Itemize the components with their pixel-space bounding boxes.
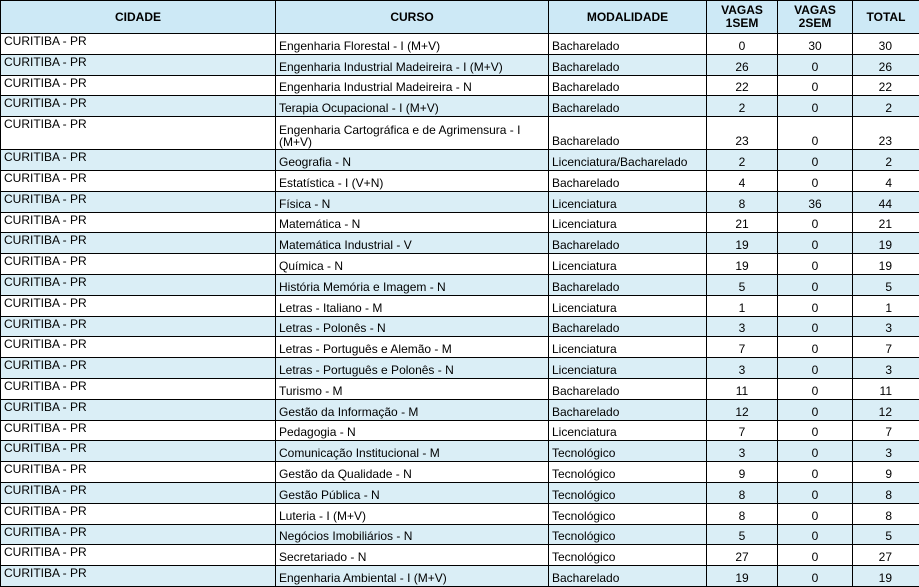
vagas-1sem-cell: 26 bbox=[707, 54, 778, 75]
modalidade-cell: Tecnológico bbox=[549, 524, 707, 545]
modalidade-cell: Bacharelado bbox=[549, 34, 707, 55]
table-row bbox=[1, 75, 919, 96]
total-cell: 23 bbox=[853, 117, 919, 150]
total-cell: 7 bbox=[853, 420, 919, 441]
vagas-2sem-cell: 0 bbox=[778, 295, 853, 316]
total-cell: 3 bbox=[853, 358, 919, 379]
vagas-1sem-cell: 19 bbox=[707, 233, 778, 254]
total-cell: 19 bbox=[853, 233, 919, 254]
table-row bbox=[1, 524, 919, 545]
table-row bbox=[1, 399, 919, 420]
vagas-2sem-cell: 0 bbox=[778, 150, 853, 171]
vagas-1sem-cell: 23 bbox=[707, 117, 778, 150]
header-vagas-1sem-line2: 1SEM bbox=[709, 17, 775, 30]
vagas-2sem-cell: 0 bbox=[778, 274, 853, 295]
vagas-1sem-cell: 9 bbox=[707, 462, 778, 483]
vagas-1sem-cell: 12 bbox=[707, 399, 778, 420]
header-total: TOTAL bbox=[853, 1, 919, 34]
table-row bbox=[1, 358, 919, 379]
vagas-2sem-cell: 0 bbox=[778, 337, 853, 358]
modalidade-cell: Bacharelado bbox=[549, 233, 707, 254]
modalidade-cell: Bacharelado bbox=[549, 274, 707, 295]
total-cell: 5 bbox=[853, 274, 919, 295]
table-row bbox=[1, 295, 919, 316]
header-modalidade: MODALIDADE bbox=[549, 1, 707, 34]
curso-cell: História Memória e Imagem - N bbox=[276, 274, 549, 295]
vagas-2sem-cell: 0 bbox=[778, 441, 853, 462]
vagas-2sem-cell: 0 bbox=[778, 462, 853, 483]
total-cell: 44 bbox=[853, 191, 919, 212]
vagas-2sem-cell: 0 bbox=[778, 503, 853, 524]
cidade-cell: CURITIBA - PR bbox=[1, 378, 276, 399]
curso-cell: Negócios Imobiliários - N bbox=[276, 524, 549, 545]
vagas-1sem-cell: 7 bbox=[707, 337, 778, 358]
curso-cell: Engenharia Industrial Madeireira - N bbox=[276, 75, 549, 96]
table-row bbox=[1, 233, 919, 254]
modalidade-cell: Bacharelado bbox=[549, 75, 707, 96]
total-cell: 5 bbox=[853, 524, 919, 545]
table-row bbox=[1, 482, 919, 503]
vagas-2sem-cell: 0 bbox=[778, 212, 853, 233]
modalidade-cell: Bacharelado bbox=[549, 117, 707, 150]
vagas-2sem-cell: 0 bbox=[778, 54, 853, 75]
modalidade-cell: Bacharelado bbox=[549, 54, 707, 75]
modalidade-cell: Bacharelado bbox=[549, 316, 707, 337]
curso-cell: Engenharia Florestal - I (M+V) bbox=[276, 34, 549, 55]
vagas-2sem-cell: 0 bbox=[778, 75, 853, 96]
vagas-2sem-cell: 0 bbox=[778, 482, 853, 503]
cidade-cell: CURITIBA - PR bbox=[1, 545, 276, 566]
modalidade-cell: Bacharelado bbox=[549, 170, 707, 191]
cidade-cell: CURITIBA - PR bbox=[1, 295, 276, 316]
total-cell: 8 bbox=[853, 503, 919, 524]
table-row bbox=[1, 274, 919, 295]
table-row bbox=[1, 54, 919, 75]
curso-cell: Terapia Ocupacional - I (M+V) bbox=[276, 96, 549, 117]
cidade-cell: CURITIBA - PR bbox=[1, 399, 276, 420]
vagas-2sem-cell: 0 bbox=[778, 545, 853, 566]
vagas-1sem-cell: 11 bbox=[707, 378, 778, 399]
table-row bbox=[1, 96, 919, 117]
vagas-1sem-cell: 5 bbox=[707, 274, 778, 295]
vagas-2sem-cell: 0 bbox=[778, 378, 853, 399]
modalidade-cell: Licenciatura bbox=[549, 358, 707, 379]
curso-cell: Letras - Português e Polonês - N bbox=[276, 358, 549, 379]
vagas-1sem-cell: 3 bbox=[707, 316, 778, 337]
curso-cell: Matemática Industrial - V bbox=[276, 233, 549, 254]
modalidade-cell: Tecnológico bbox=[549, 441, 707, 462]
modalidade-cell: Licenciatura/Bacharelado bbox=[549, 150, 707, 171]
curso-cell: Secretariado - N bbox=[276, 545, 549, 566]
vagas-2sem-cell: 0 bbox=[778, 233, 853, 254]
table-row bbox=[1, 462, 919, 483]
cidade-cell: CURITIBA - PR bbox=[1, 233, 276, 254]
vagas-2sem-cell: 0 bbox=[778, 96, 853, 117]
cidade-cell: CURITIBA - PR bbox=[1, 482, 276, 503]
vagas-1sem-cell: 3 bbox=[707, 441, 778, 462]
vagas-2sem-cell: 30 bbox=[778, 34, 853, 55]
cidade-cell: CURITIBA - PR bbox=[1, 524, 276, 545]
table-row bbox=[1, 337, 919, 358]
modalidade-cell: Licenciatura bbox=[549, 337, 707, 358]
vagas-1sem-cell: 8 bbox=[707, 482, 778, 503]
vagas-2sem-cell: 0 bbox=[778, 170, 853, 191]
modalidade-cell: Tecnológico bbox=[549, 545, 707, 566]
curso-cell: Letras - Italiano - M bbox=[276, 295, 549, 316]
header-curso: CURSO bbox=[276, 1, 549, 34]
total-cell: 11 bbox=[853, 378, 919, 399]
table-row bbox=[1, 566, 919, 587]
cidade-cell: CURITIBA - PR bbox=[1, 191, 276, 212]
total-cell: 1 bbox=[853, 295, 919, 316]
curso-cell: Geografia - N bbox=[276, 150, 549, 171]
table-row bbox=[1, 545, 919, 566]
table-body bbox=[1, 34, 919, 587]
total-cell: 9 bbox=[853, 462, 919, 483]
modalidade-cell: Licenciatura bbox=[549, 191, 707, 212]
vagas-1sem-cell: 1 bbox=[707, 295, 778, 316]
vagas-1sem-cell: 0 bbox=[707, 34, 778, 55]
table-row bbox=[1, 150, 919, 171]
header-vagas-2sem-line1: VAGAS bbox=[780, 4, 850, 17]
total-cell: 22 bbox=[853, 75, 919, 96]
vagas-1sem-cell: 5 bbox=[707, 524, 778, 545]
vagas-1sem-cell: 22 bbox=[707, 75, 778, 96]
cidade-cell: CURITIBA - PR bbox=[1, 274, 276, 295]
total-cell: 19 bbox=[853, 254, 919, 275]
header-vagas-2sem bbox=[778, 1, 853, 34]
curso-cell: Pedagogia - N bbox=[276, 420, 549, 441]
total-cell: 4 bbox=[853, 170, 919, 191]
modalidade-cell: Bacharelado bbox=[549, 399, 707, 420]
modalidade-cell: Licenciatura bbox=[549, 295, 707, 316]
curso-cell: Turismo - M bbox=[276, 378, 549, 399]
total-cell: 2 bbox=[853, 96, 919, 117]
modalidade-cell: Bacharelado bbox=[549, 96, 707, 117]
total-cell: 3 bbox=[853, 316, 919, 337]
vagas-2sem-cell: 0 bbox=[778, 117, 853, 150]
vagas-1sem-cell: 8 bbox=[707, 191, 778, 212]
table-header bbox=[1, 1, 919, 34]
curso-cell: Gestão Pública - N bbox=[276, 482, 549, 503]
cidade-cell: CURITIBA - PR bbox=[1, 34, 276, 55]
cidade-cell: CURITIBA - PR bbox=[1, 358, 276, 379]
vagas-1sem-cell: 2 bbox=[707, 150, 778, 171]
cidade-cell: CURITIBA - PR bbox=[1, 441, 276, 462]
curso-cell: Comunicação Institucional - M bbox=[276, 441, 549, 462]
header-row bbox=[1, 1, 919, 34]
total-cell: 19 bbox=[853, 566, 919, 587]
vagas-1sem-cell: 8 bbox=[707, 503, 778, 524]
curso-cell: Matemática - N bbox=[276, 212, 549, 233]
vagas-2sem-cell: 0 bbox=[778, 524, 853, 545]
table-row bbox=[1, 503, 919, 524]
curso-cell: Engenharia Ambiental - I (M+V) bbox=[276, 566, 549, 587]
vagas-2sem-cell: 0 bbox=[778, 399, 853, 420]
modalidade-cell: Tecnológico bbox=[549, 462, 707, 483]
total-cell: 3 bbox=[853, 441, 919, 462]
total-cell: 2 bbox=[853, 150, 919, 171]
curso-cell: Luteria - I (M+V) bbox=[276, 503, 549, 524]
total-cell: 7 bbox=[853, 337, 919, 358]
total-cell: 27 bbox=[853, 545, 919, 566]
cidade-cell: CURITIBA - PR bbox=[1, 96, 276, 117]
cidade-cell: CURITIBA - PR bbox=[1, 117, 276, 150]
vagas-1sem-cell: 7 bbox=[707, 420, 778, 441]
cidade-cell: CURITIBA - PR bbox=[1, 316, 276, 337]
cidade-cell: CURITIBA - PR bbox=[1, 337, 276, 358]
header-vagas-1sem bbox=[707, 1, 778, 34]
vagas-1sem-cell: 2 bbox=[707, 96, 778, 117]
vagas-1sem-cell: 19 bbox=[707, 566, 778, 587]
total-cell: 8 bbox=[853, 482, 919, 503]
table-row bbox=[1, 420, 919, 441]
header-cidade: CIDADE bbox=[1, 1, 276, 34]
table-row bbox=[1, 117, 919, 150]
vagas-2sem-cell: 0 bbox=[778, 420, 853, 441]
vagas-1sem-cell: 21 bbox=[707, 212, 778, 233]
total-cell: 30 bbox=[853, 34, 919, 55]
table-row bbox=[1, 254, 919, 275]
cidade-cell: CURITIBA - PR bbox=[1, 254, 276, 275]
table-row bbox=[1, 378, 919, 399]
cidade-cell: CURITIBA - PR bbox=[1, 462, 276, 483]
total-cell: 12 bbox=[853, 399, 919, 420]
vagas-1sem-cell: 19 bbox=[707, 254, 778, 275]
cidade-cell: CURITIBA - PR bbox=[1, 150, 276, 171]
vagas-1sem-cell: 27 bbox=[707, 545, 778, 566]
total-cell: 26 bbox=[853, 54, 919, 75]
vagas-2sem-cell: 0 bbox=[778, 358, 853, 379]
curso-cell: Gestão da Qualidade - N bbox=[276, 462, 549, 483]
table-row bbox=[1, 316, 919, 337]
table-row bbox=[1, 191, 919, 212]
table-row bbox=[1, 34, 919, 55]
cidade-cell: CURITIBA - PR bbox=[1, 75, 276, 96]
curso-cell: Gestão da Informação - M bbox=[276, 399, 549, 420]
cidade-cell: CURITIBA - PR bbox=[1, 420, 276, 441]
cidade-cell: CURITIBA - PR bbox=[1, 566, 276, 587]
table-row bbox=[1, 441, 919, 462]
cidade-cell: CURITIBA - PR bbox=[1, 170, 276, 191]
curso-cell: Engenharia Cartográfica e de Agrimensura - I (M+V) bbox=[276, 117, 549, 150]
total-cell: 21 bbox=[853, 212, 919, 233]
vagas-1sem-cell: 4 bbox=[707, 170, 778, 191]
header-vagas-1sem-line1: VAGAS bbox=[709, 4, 775, 17]
vagas-2sem-cell: 0 bbox=[778, 316, 853, 337]
modalidade-cell: Licenciatura bbox=[549, 420, 707, 441]
cidade-cell: CURITIBA - PR bbox=[1, 503, 276, 524]
curso-cell: Química - N bbox=[276, 254, 549, 275]
curso-cell: Engenharia Industrial Madeireira - I (M+V) bbox=[276, 54, 549, 75]
cidade-cell: CURITIBA - PR bbox=[1, 212, 276, 233]
modalidade-cell: Licenciatura bbox=[549, 212, 707, 233]
table-row bbox=[1, 170, 919, 191]
modalidade-cell: Tecnológico bbox=[549, 482, 707, 503]
table-row bbox=[1, 212, 919, 233]
vagas-1sem-cell: 3 bbox=[707, 358, 778, 379]
curso-cell: Letras - Polonês - N bbox=[276, 316, 549, 337]
cidade-cell: CURITIBA - PR bbox=[1, 54, 276, 75]
modalidade-cell: Bacharelado bbox=[549, 378, 707, 399]
curso-cell: Física - N bbox=[276, 191, 549, 212]
modalidade-cell: Bacharelado bbox=[549, 566, 707, 587]
vagas-2sem-cell: 36 bbox=[778, 191, 853, 212]
curso-cell: Estatística - I (V+N) bbox=[276, 170, 549, 191]
modalidade-cell: Tecnológico bbox=[549, 503, 707, 524]
vagas-2sem-cell: 0 bbox=[778, 566, 853, 587]
header-vagas-2sem-line2: 2SEM bbox=[780, 17, 850, 30]
curso-cell: Letras - Português e Alemão - M bbox=[276, 337, 549, 358]
modalidade-cell: Licenciatura bbox=[549, 254, 707, 275]
vagas-2sem-cell: 0 bbox=[778, 254, 853, 275]
